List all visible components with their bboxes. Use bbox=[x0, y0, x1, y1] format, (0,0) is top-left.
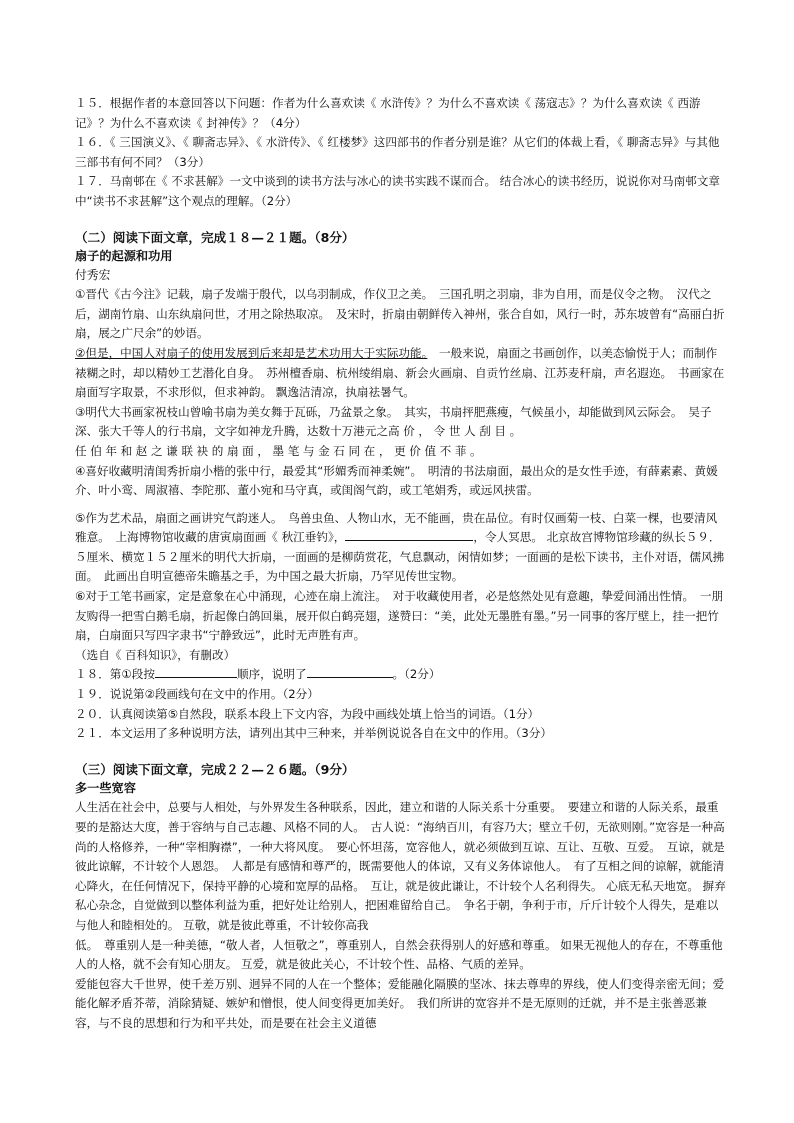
paragraph-1: ①晋代《古今注》记载，扇子发端于殷代，以乌羽制成，作仪卫之美。 三国孔明之羽扇，非为自用，而是仪令之物。 汉代之后，湖南竹扇、山东纨扇问世，才用之除热取凉。 及宋时，折扇由朝鲜传入神州，张合自如，风行一时，苏东坡曾有“高丽白折扇，展之广尺余”的妙语。 bbox=[75, 287, 725, 341]
paragraph-4: ④喜好收藏明清闺秀折扇小楷的张中行，最爱其“形媚秀而神柔婉”。 明清的书法扇面，最出众的是女性手迹，有薛素素、黄媛介、叶小鸾、周淑禧、李陀那、董小宛和马守真，或闺阁气韵，或工笔娟秀，或远风挟雷。 bbox=[75, 463, 718, 498]
fill-blank-line[interactable] bbox=[345, 528, 473, 541]
section-3-heading: （三）阅读下面文章，完成２２—２６题。（9分） bbox=[75, 761, 355, 777]
paragraph-3 bbox=[75, 403, 727, 462]
paragraph-5-part-b: ，令人冥思。 北京故宫博物馆珍藏的纵长５９．５厘米、横宽１５２厘米的明代大折扇，一面画的是柳荫赏花，气息飘动，闲情如梦；一面画的是松下读书，主仆对语，儒风拂面。 此画出自明宣德帝朱瞻基之手，为中国之最大折扇，乃罕见传世宝物。 bbox=[75, 530, 725, 584]
question-19: １９．说说第②段画线句在文中的作用。（2分） bbox=[75, 687, 319, 702]
essay-paragraph-1: 人生活在社会中，总要与人相处，与外界发生各种联系，因此，建立和谐的人际关系十分重要。 要建立和谐的人际关系，最重要的是豁达大度，善于容纳与自己志趣、风格不同的人。 古人说：“海纳百川，有容乃大；壁立千仞，无欲则刚。”宽容是一种高尚的人格修养，一种“宰相胸襟”，一种大将风度。 要心怀坦荡，宽容他人，就必须做到互谅、互让、互敬、互爱。 互谅，就是彼此谅解，不计较个人恩怨。 人都是有感情和尊严的，既需要他人的体谅，又有义务体谅他人。 有了互相之间的谅解，就能清心降火，在任何情况下，保持平静的心境和宽厚的品格。 互让，就是彼此谦让，不计较个人名利得失。 心底无私天地宽。 摒弃私心杂念，自觉做到以整体利益为重，把好处让给别人，把困难留给自己。 争名于朝，争利于市，斤斤计较个人得失，是难以与他人和睦相处的。 互敬，就是彼此尊重，不计较你高我 bbox=[75, 800, 726, 932]
document-page bbox=[75, 94, 727, 1034]
underlined-sentence: ②但是，中国人对扇子的使用发展到后来却是艺术功用大于实际功能。 bbox=[75, 345, 428, 360]
spacer bbox=[75, 212, 727, 228]
section-2-heading: （二）阅读下面文章，完成１８—２１题。（8分） bbox=[75, 229, 355, 245]
answer-blank-content[interactable] bbox=[307, 665, 393, 678]
essay-paragraph-1-end: 低。 尊重别人是一种美德，“敬人者，人恒敬之”，尊重别人，自然会获得别人的好感和尊重。 如果无视他人的存在，不尊重他人的人格，就不会有知心朋友。 互爱，就是彼此关心，不计较个性、品格、气质的差异。 bbox=[75, 937, 723, 972]
paragraph-5 bbox=[75, 509, 727, 587]
question-18 bbox=[75, 665, 727, 685]
question-15: １５．根据作者的本意回答以下问题：作者为什么喜欢读《 水浒传》？为什么不喜欢读《 荡寇志》？为什么喜欢读《 西游记》？为什么不喜欢读《 封神传》？（4分） bbox=[75, 96, 701, 130]
paragraph-5-part-a: ⑤作为艺术品，扇面之画讲究气韵迷人。 鸟兽虫鱼、人物山水，无不能画，贵在品位。有时仅画菊一枝、白菜一棵，也要清风雅意。 上海博物馆收藏的唐寅扇面画《 秋江垂钓》， bbox=[75, 510, 718, 545]
paragraph-2 bbox=[75, 344, 727, 403]
question-18-part-b: 顺序，说明了 bbox=[236, 667, 307, 682]
question-18-part-a: １８．第①段按 bbox=[75, 667, 155, 682]
source-note: （选自《 百科知识》，有删改） bbox=[75, 647, 236, 662]
spacer bbox=[75, 744, 727, 760]
article-author: 付秀宏 bbox=[75, 268, 111, 283]
article-title: 扇子的起源和功用 bbox=[75, 249, 173, 264]
essay-paragraph-2: 爱能包容大千世界，使千差万别、迥异不同的人在一个整体；爱能融化隔膜的坚冰、抹去尊卑的界线，使人们变得亲密无间；爱能化解矛盾芥蒂，消除猜疑、嫉妒和憎恨，使人间变得更加美好。 我们所讲的宽容并不是无原则的迁就，并不是主张善恶兼容，与不良的思想和行为和平共处，而是要在社会主义道德 bbox=[75, 976, 725, 1030]
question-17: １７．马南邨在《 不求甚解》一文中谈到的读书方法与冰心的读书实践不谋而合。 结合冰心的读书经历，说说你对马南邨文章中“读书不求甚解”这个观点的理解。（2分） bbox=[75, 174, 721, 208]
paragraph-6: ⑥对于工笔书画家，定是意象在心中涌现，心迹在扇上流注。 对于收藏使用者，必是悠然处见有意趣，挚爱间涌出性情。 一朋友购得一把雪白鹅毛扇，折起像白鸽回巢，展开似白鹤亮翅，遂赞曰：“美，此处无墨胜有墨。”另一同事的客厅壁上，挂一把竹扇，白扇面只写四字隶书“宁静致远”，此时无声胜有声。 bbox=[75, 589, 724, 643]
article-title-2: 多一些宽容 bbox=[75, 781, 136, 796]
paragraph-3-part-b: 高价，令世人刮目。 bbox=[388, 424, 525, 439]
paragraph-3-part-c: 任伯年和赵之谦联袂的扇面，墨笔与金石同在，更价值不菲。 bbox=[75, 443, 486, 458]
spacer bbox=[75, 501, 727, 509]
question-20: ２０．认真阅读第⑤自然段，联系本段上下文内容，为段中画线处填上恰当的词语。（1分） bbox=[75, 706, 540, 721]
question-21: ２１．本文运用了多种说明方法，请列出其中三种来，并举例说说各自在文中的作用。（3分） bbox=[75, 726, 552, 741]
question-18-part-c: 。（2分） bbox=[392, 667, 441, 682]
question-16: １６．《 三国演义》、《 聊斋志异》、《 水浒传》、《 红楼梦》这四部书的作者分别是谁？从它们的体裁上看，《 聊斋志异》与其他三部书有何不同？（3分） bbox=[75, 135, 720, 169]
paragraph-3-part-a: ③明代大书画家祝枝山曾喻书扇为美女舞于瓦砾，乃盆景之象。 其实，书扇抨肥燕瘦，气候虽小，却能做到风云际会。 吴子深、张大千等人的行书扇，文字如神龙升腾，达数十万港元之 bbox=[75, 404, 712, 439]
answer-blank-order[interactable] bbox=[155, 665, 237, 678]
paragraph-2-rest: 一般来说，扇面之书画创作，以美态愉悦于人；而制作裱糊之时，却以精妙工艺潜化自身。 苏州檀香扇、杭州绫绢扇、新会火画扇、自贡竹丝扇、江苏麦秆扇，声名遐迩。 书画家在扇面写字取景，不求形似，但求神韵。 飘逸洁清凉，执扇祛暑气。 bbox=[75, 345, 725, 400]
